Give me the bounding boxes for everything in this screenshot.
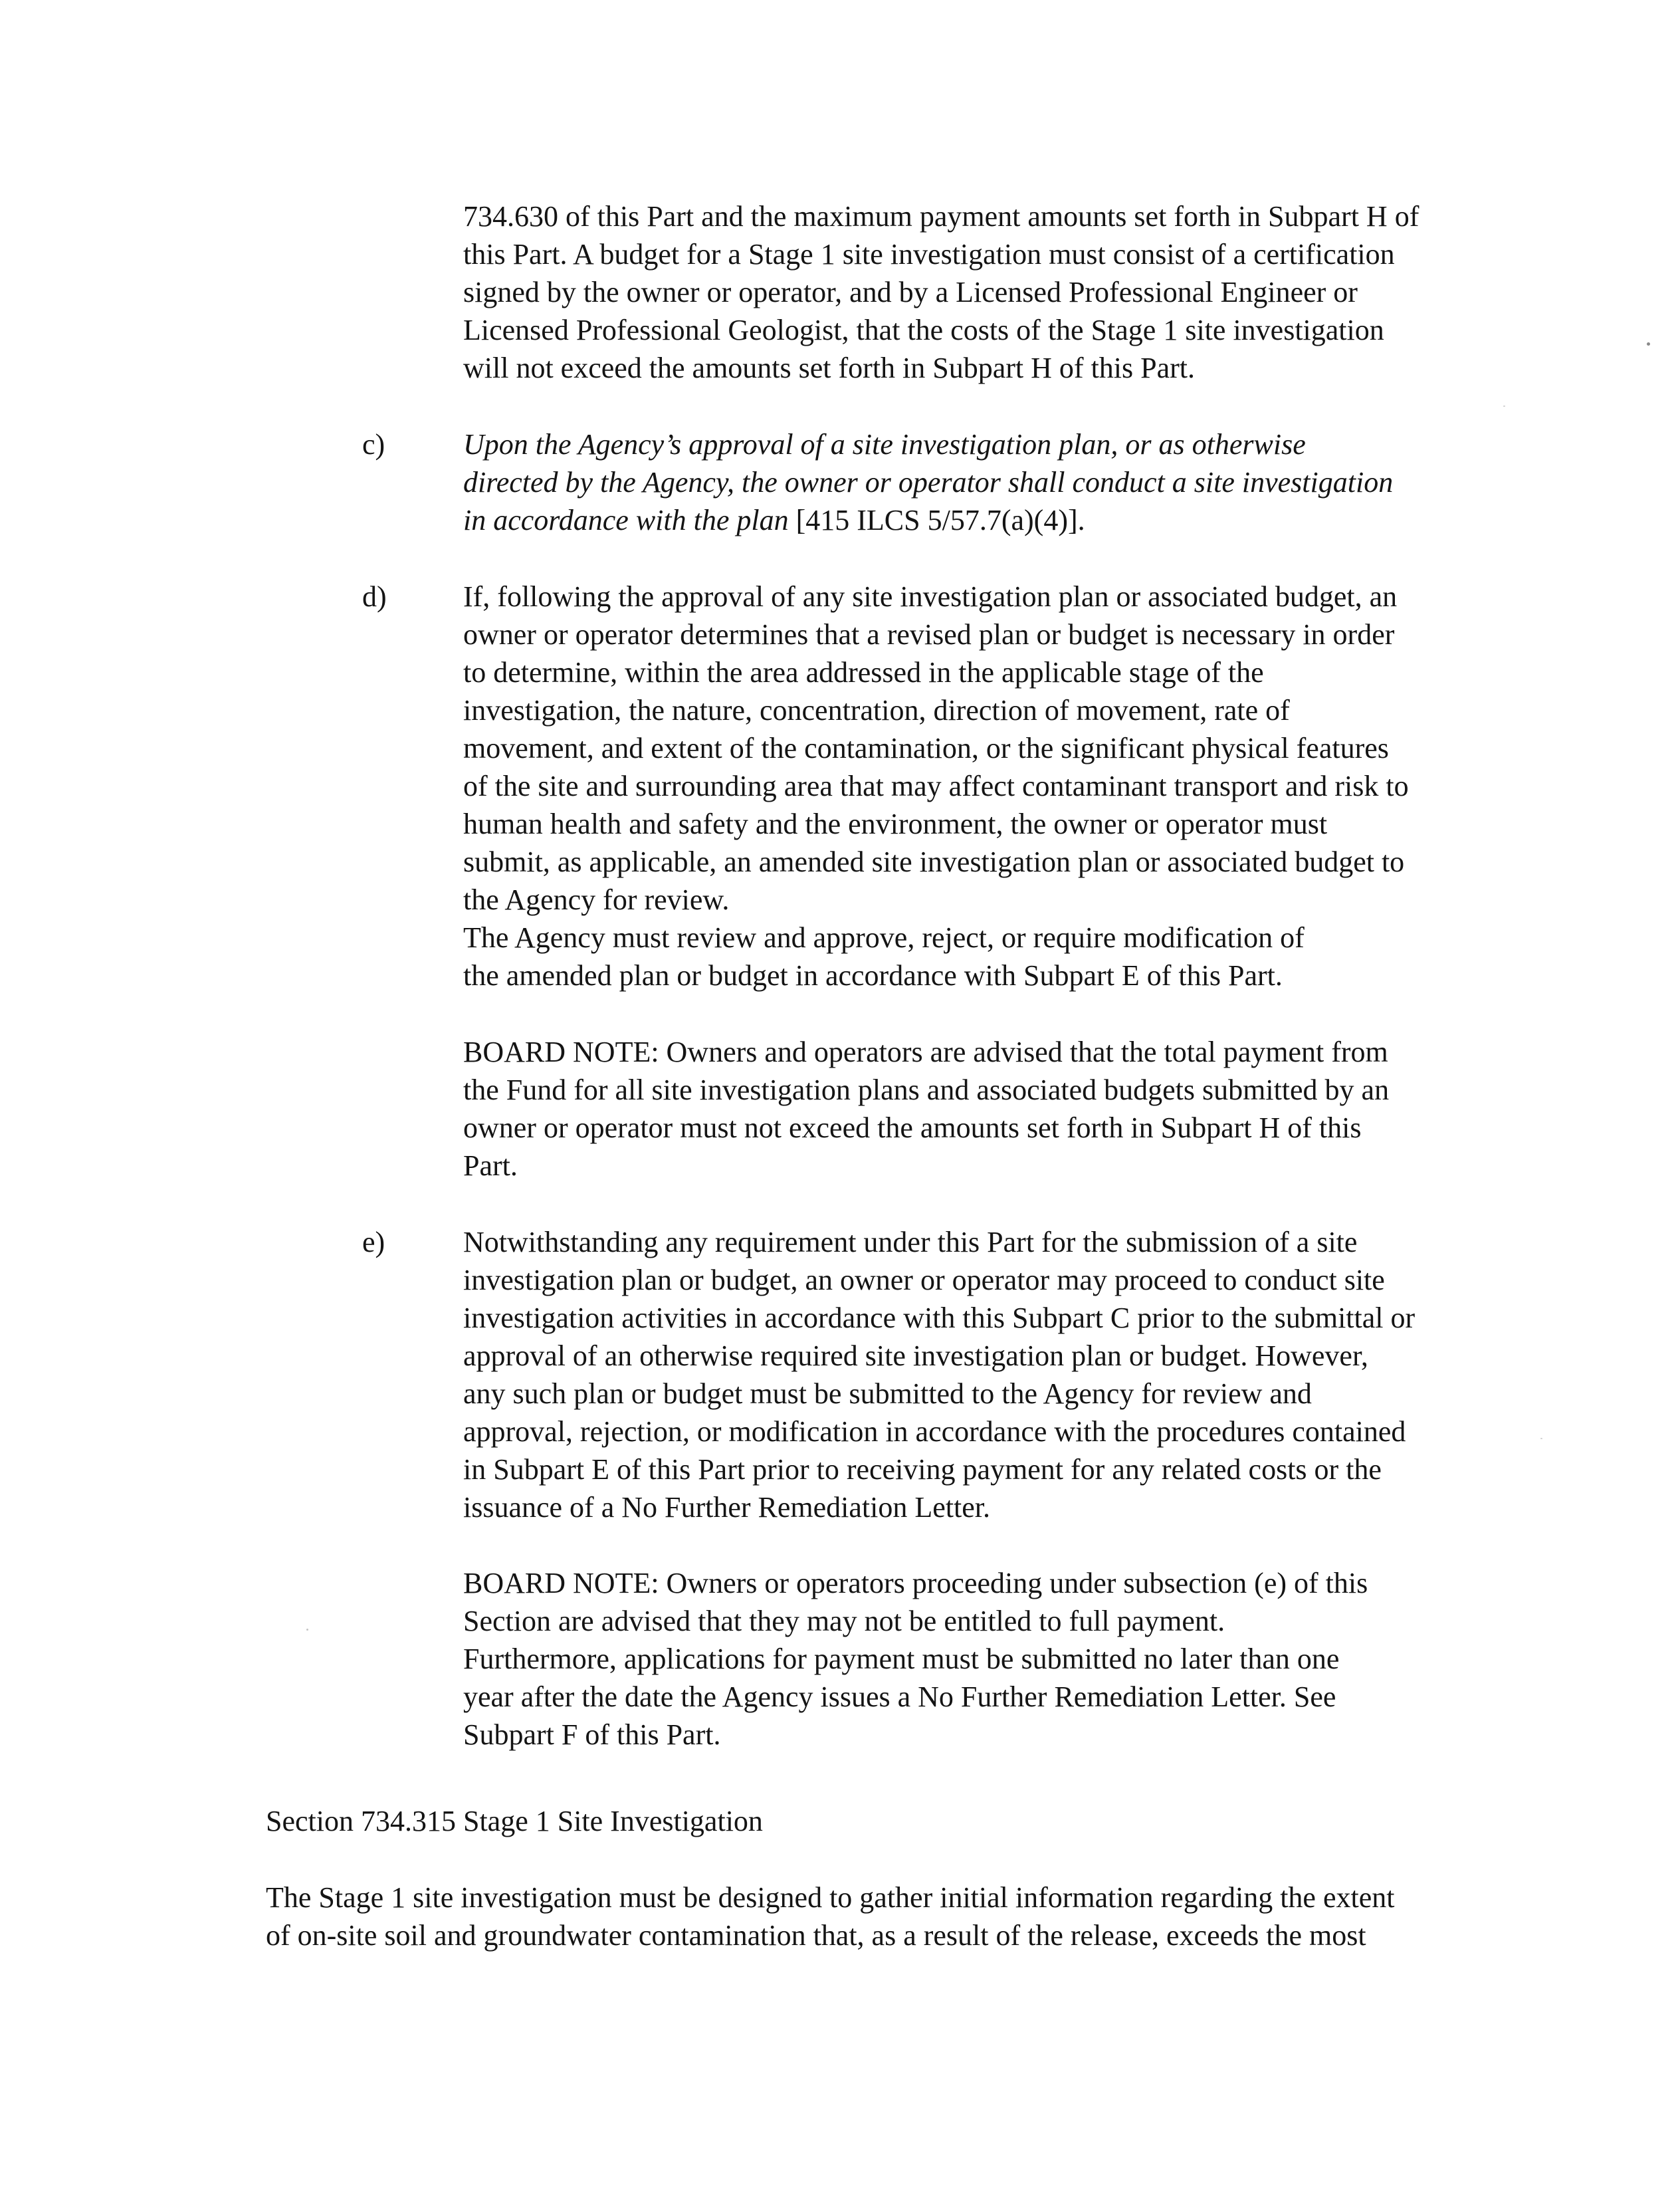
item-d-line: owner or operator determines that a revised plan or budget is necessary in order — [463, 618, 1395, 651]
continuation-line: will not exceed the amounts set forth in Subpart H of this Part. — [463, 352, 1196, 384]
continuation-line: this Part. A budget for a Stage 1 site investigation must consist of a certification — [463, 238, 1395, 271]
board-note-d-line: Part. — [463, 1149, 518, 1182]
item-e-marker: e) — [362, 1226, 385, 1258]
item-c-line: Upon the Agency’s approval of a site investigation plan, or as otherwise — [463, 428, 1306, 461]
item-d-line: movement, and extent of the contamination, or the significant physical features — [463, 732, 1389, 764]
item-c-line: directed by the Agency, the owner or operator shall conduct a site investigation — [463, 466, 1394, 499]
scan-speck — [306, 1629, 308, 1631]
board-note-e-line: BOARD NOTE: Owners or operators proceeding under subsection (e) of this — [463, 1567, 1368, 1599]
item-d-line: human health and safety and the environment, the owner or operator must — [463, 808, 1328, 840]
continuation-line: signed by the owner or operator, and by a Licensed Professional Engineer or — [463, 276, 1358, 308]
item-d-line: If, following the approval of any site investigation plan or associated budget, an — [463, 580, 1398, 613]
item-e-line: investigation activities in accordance with this Subpart C prior to the submittal or — [463, 1302, 1416, 1334]
item-d-marker: d) — [362, 580, 387, 613]
item-d-line: to determine, within the area addressed in the applicable stage of the — [463, 656, 1264, 689]
item-d-line: submit, as applicable, an amended site investigation plan or associated budget to — [463, 846, 1405, 878]
scan-speck — [1540, 1438, 1542, 1439]
item-c-citation: [415 ILCS 5/57.7(a)(4)]. — [788, 504, 1085, 536]
item-d-line: The Agency must review and approve, reject, or require modification of — [463, 921, 1305, 954]
item-c-italic-text: in accordance with the plan — [463, 504, 789, 536]
item-e-line: Notwithstanding any requirement under this Part for the submission of a site — [463, 1226, 1358, 1258]
item-e-line: any such plan or budget must be submitted to the Agency for review and — [463, 1377, 1312, 1410]
item-c-last-line — [463, 501, 1085, 540]
board-note-d-line: owner or operator must not exceed the amounts set forth in Subpart H of this — [463, 1111, 1362, 1144]
item-d-line: of the site and surrounding area that may affect contaminant transport and risk to — [463, 770, 1409, 802]
board-note-d-line: BOARD NOTE: Owners and operators are advised that the total payment from — [463, 1036, 1388, 1068]
item-d-line: investigation, the nature, concentration, direction of movement, rate of — [463, 694, 1290, 727]
section-heading: Section 734.315 Stage 1 Site Investigation — [266, 1805, 763, 1837]
scan-speck — [1647, 342, 1650, 346]
section-body-line: The Stage 1 site investigation must be designed to gather initial information regarding the extent — [266, 1881, 1395, 1914]
board-note-e-line: Subpart F of this Part. — [463, 1718, 721, 1751]
board-note-e-line: year after the date the Agency issues a No Further Remediation Letter. See — [463, 1680, 1336, 1713]
continuation-line: 734.630 of this Part and the maximum payment amounts set forth in Subpart H of — [463, 200, 1419, 233]
section-body-line: of on-site soil and groundwater contamination that, as a result of the release, exceeds the most — [266, 1919, 1366, 1952]
item-e-line: investigation plan or budget, an owner or operator may proceed to conduct site — [463, 1264, 1385, 1296]
scan-speck — [1503, 405, 1505, 407]
board-note-e-line: Furthermore, applications for payment must be submitted no later than one — [463, 1643, 1340, 1675]
continuation-line: Licensed Professional Geologist, that the costs of the Stage 1 site investigation — [463, 314, 1384, 346]
item-e-line: in Subpart E of this Part prior to receiving payment for any related costs or the — [463, 1453, 1382, 1486]
item-e-line: approval of an otherwise required site investigation plan or budget. However, — [463, 1339, 1368, 1372]
item-e-line: issuance of a No Further Remediation Letter. — [463, 1491, 990, 1524]
board-note-e-line: Section are advised that they may not be entitled to full payment. — [463, 1605, 1225, 1637]
item-d-line: the amended plan or budget in accordance with Subpart E of this Part. — [463, 959, 1283, 992]
board-note-d-line: the Fund for all site investigation plans and associated budgets submitted by an — [463, 1074, 1390, 1106]
item-d-line: the Agency for review. — [463, 883, 730, 916]
item-c-marker: c) — [362, 428, 385, 461]
item-e-line: approval, rejection, or modification in accordance with the procedures contained — [463, 1415, 1406, 1448]
